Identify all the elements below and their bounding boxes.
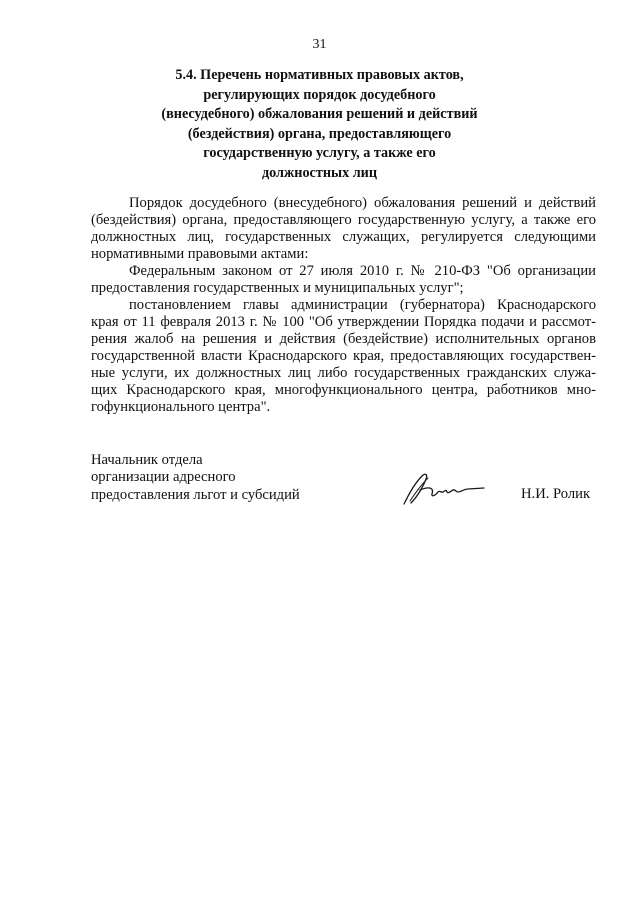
text-line: гофункционального центра". xyxy=(91,399,271,415)
text-line: Федеральным законом от 27 июля 2010 г. № 210-ФЗ "Об организации xyxy=(129,263,596,279)
text-line: щих Краснодарского края, многофункционального центра, работников мно- xyxy=(91,382,596,398)
position-line: организации адресного xyxy=(91,469,236,486)
signatory-position xyxy=(91,452,300,504)
text-line: постановлением главы администрации (губернатора) Краснодарского xyxy=(129,297,596,313)
paragraph-intro xyxy=(91,195,596,263)
text-line: Порядок досудебного (внесудебного) обжалования решений и действий xyxy=(129,195,596,211)
paragraph-resolution xyxy=(91,297,596,416)
heading-line: (внесудебного) обжалования решений и действий xyxy=(161,106,478,123)
text-line: рения жалоб на решения и действия (бездействие) исполнительных органов xyxy=(91,331,596,347)
paragraph-federal-law xyxy=(91,263,596,297)
heading-line: должностных лиц xyxy=(261,164,378,181)
text-line: предоставления государственных и муниципальных услуг"; xyxy=(91,280,464,296)
handwritten-signature xyxy=(398,470,490,508)
page-number: 31 xyxy=(312,37,327,52)
heading-line: 5.4. Перечень нормативных правовых актов, xyxy=(175,67,464,83)
text-line: (бездействия) органа, предоставляющего государственную услугу, а также его xyxy=(91,212,596,228)
text-line: государственной власти Краснодарского края, предоставляющих государствен- xyxy=(91,348,596,364)
text-line: нормативными правовыми актами: xyxy=(91,246,309,262)
heading-line: государственную услугу, а также его xyxy=(203,145,436,162)
section-heading xyxy=(0,66,639,184)
text-line: должностных лиц, государственных служащих, регулируется следующими xyxy=(91,229,596,245)
text-line: края от 11 февраля 2013 г. № 100 "Об утверждении Порядка подачи и рассмот- xyxy=(91,314,596,330)
position-line: Начальник отдела xyxy=(91,452,203,468)
body-text xyxy=(91,195,596,416)
heading-line: (бездействия) органа, предоставляющего xyxy=(187,125,452,142)
heading-line: регулирующих порядок досудебного xyxy=(203,86,436,103)
text-line: ные услуги, их должностных лиц либо государственных гражданских служа- xyxy=(91,365,596,381)
position-line: предоставления льгот и субсидий xyxy=(91,486,300,503)
signer-name: Н.И. Ролик xyxy=(521,486,591,502)
